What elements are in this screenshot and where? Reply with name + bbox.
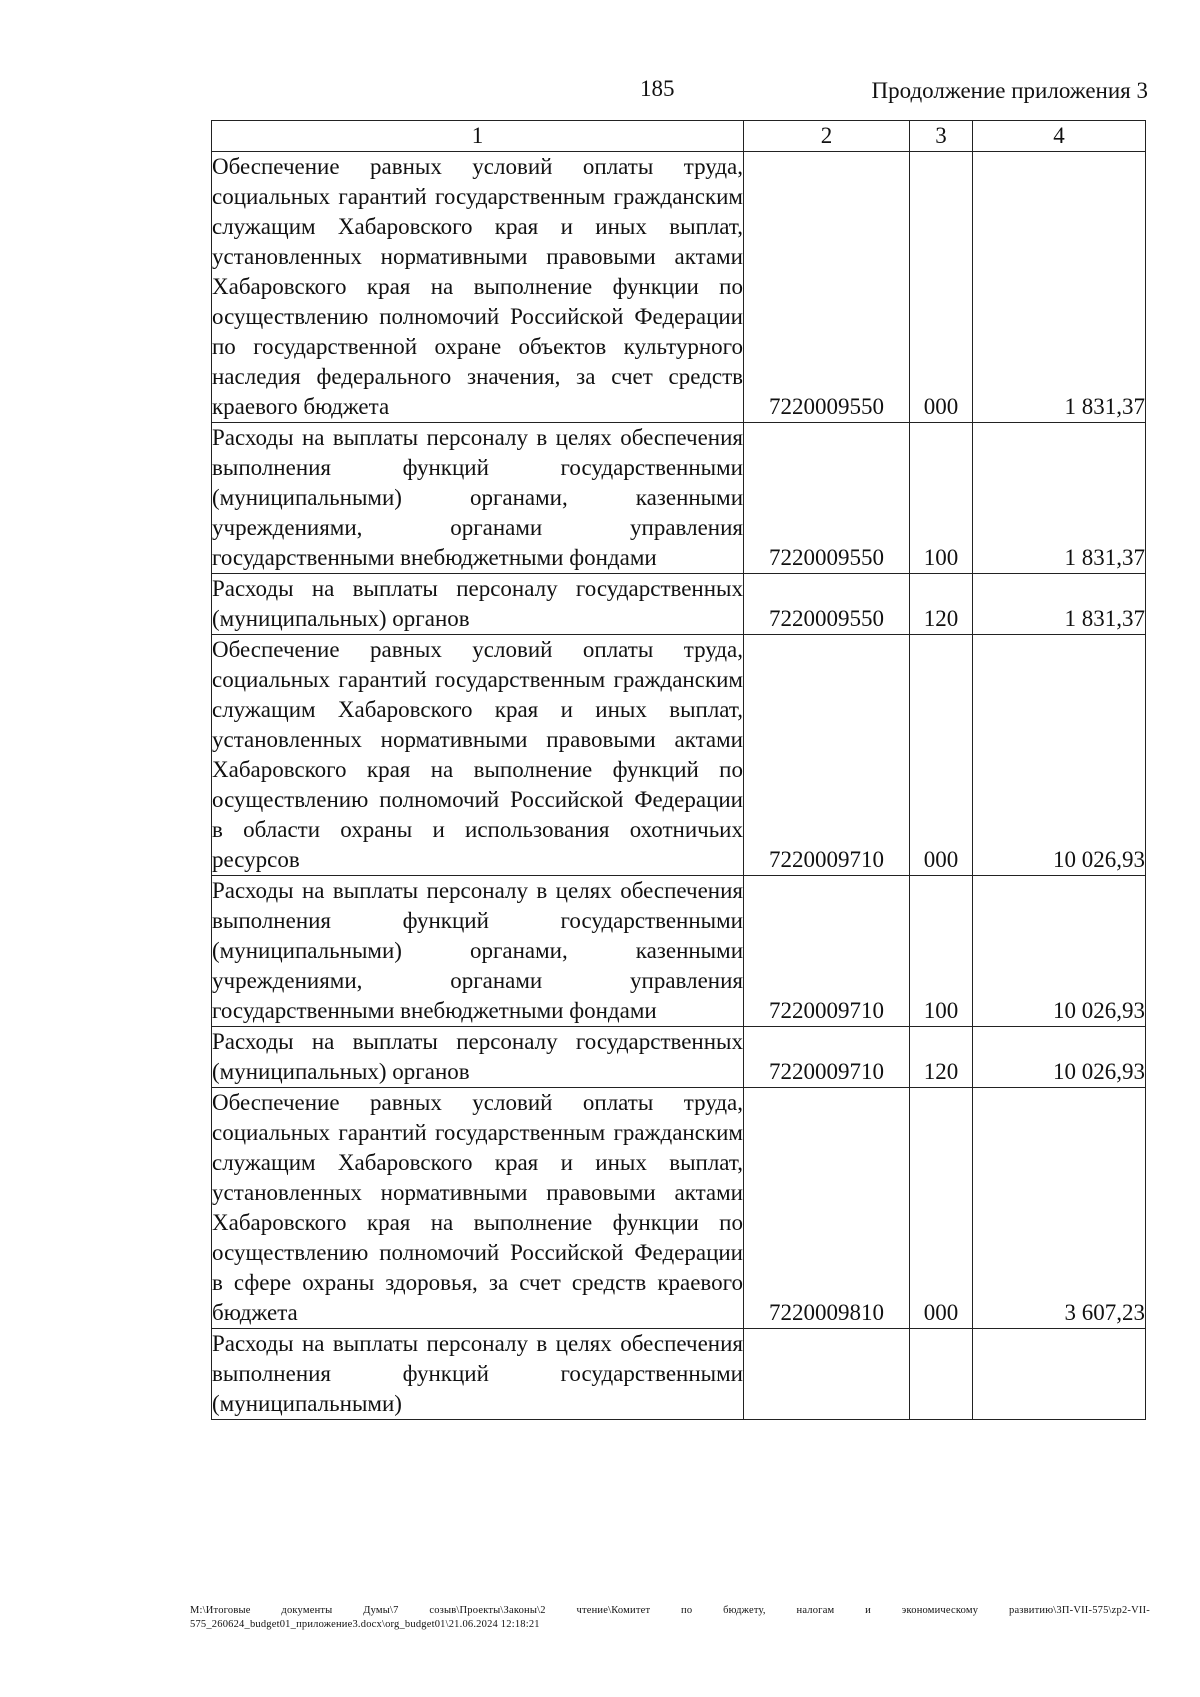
row-type: 100 (910, 423, 973, 574)
row-description: Обеспечение равных условий оплаты труда, социальных гарантий государственным гражданским служащим Хабаровского края и иных выплат, установленных нормативными правовыми актами Хабаровского края на выполнение функции по осуществлению полномочий Российской Федерации в сфере охраны здоровья, за счет средств краевого бюджета (212, 1088, 744, 1329)
budget-table (211, 120, 1146, 1420)
row-type: 120 (910, 574, 973, 635)
row-description: Обеспечение равных условий оплаты труда, социальных гарантий государственным гражданским служащим Хабаровского края и иных выплат, установленных нормативными правовыми актами Хабаровского края на выполнение функций по осуществлению полномочий Российской Федерации в области охраны и использования охотничьих ресурсов (212, 635, 744, 876)
table-row (212, 876, 1146, 1027)
page-number: 185 (640, 76, 675, 101)
table-row (212, 1027, 1146, 1088)
row-code: 7220009550 (744, 152, 910, 423)
row-amount: 10 026,93 (973, 1027, 1146, 1088)
table-row (212, 1088, 1146, 1329)
row-amount: 1 831,37 (973, 152, 1146, 423)
table-row (212, 635, 1146, 876)
row-code: 7220009710 (744, 876, 910, 1027)
row-amount: 3 607,23 (973, 1088, 1146, 1329)
row-type: 120 (910, 1027, 973, 1088)
row-description: Расходы на выплаты персоналу государственных (муниципальных) органов (212, 1027, 744, 1088)
continuation-label: Продолжение приложения 3 (871, 78, 1148, 103)
row-type: 000 (910, 152, 973, 423)
row-description: Расходы на выплаты персоналу в целях обеспечения выполнения функций государственными (муниципальными) органами, казенными учреждениями, органами управления государственными внебюджетными фондами (212, 423, 744, 574)
row-description: Расходы на выплаты персоналу в целях обеспечения выполнения функций государственными (муниципальными) (212, 1329, 744, 1420)
row-type: 100 (910, 876, 973, 1027)
column-header-amount: 4 (973, 121, 1146, 152)
footer-file-path: M:\Итоговые документы Думы\7 созыв\Проекты\Законы\2 чтение\Комитет по бюджету, налогам и экономическому развитию\3П-VII-575\zp2-VII-575_260624_budget01_приложение3.docx\org_budget01\21.06.2024 12:18:21 (190, 1605, 1150, 1630)
row-code: 7220009710 (744, 635, 910, 876)
table-header-row (212, 121, 1146, 152)
column-header-description: 1 (212, 121, 744, 152)
row-type: 000 (910, 1088, 973, 1329)
row-code: 7220009550 (744, 574, 910, 635)
row-code (744, 1329, 910, 1420)
row-code: 7220009550 (744, 423, 910, 574)
row-type (910, 1329, 973, 1420)
row-amount: 1 831,37 (973, 423, 1146, 574)
table-row (212, 423, 1146, 574)
row-description: Обеспечение равных условий оплаты труда, социальных гарантий государственным гражданским служащим Хабаровского края и иных выплат, установленных нормативными правовыми актами Хабаровского края на выполнение функции по осуществлению полномочий Российской Федерации по государственной охране объектов культурного наследия федерального значения, за счет средств краевого бюджета (212, 152, 744, 423)
table-row (212, 152, 1146, 423)
row-amount (973, 1329, 1146, 1420)
row-amount: 10 026,93 (973, 876, 1146, 1027)
row-code: 7220009710 (744, 1027, 910, 1088)
table-row (212, 1329, 1146, 1420)
column-header-type: 3 (910, 121, 973, 152)
row-description: Расходы на выплаты персоналу государственных (муниципальных) органов (212, 574, 744, 635)
row-amount: 1 831,37 (973, 574, 1146, 635)
row-amount: 10 026,93 (973, 635, 1146, 876)
row-code: 7220009810 (744, 1088, 910, 1329)
column-header-code: 2 (744, 121, 910, 152)
row-type: 000 (910, 635, 973, 876)
row-description: Расходы на выплаты персоналу в целях обеспечения выполнения функций государственными (муниципальными) органами, казенными учреждениями, органами управления государственными внебюджетными фондами (212, 876, 744, 1027)
table-row (212, 574, 1146, 635)
